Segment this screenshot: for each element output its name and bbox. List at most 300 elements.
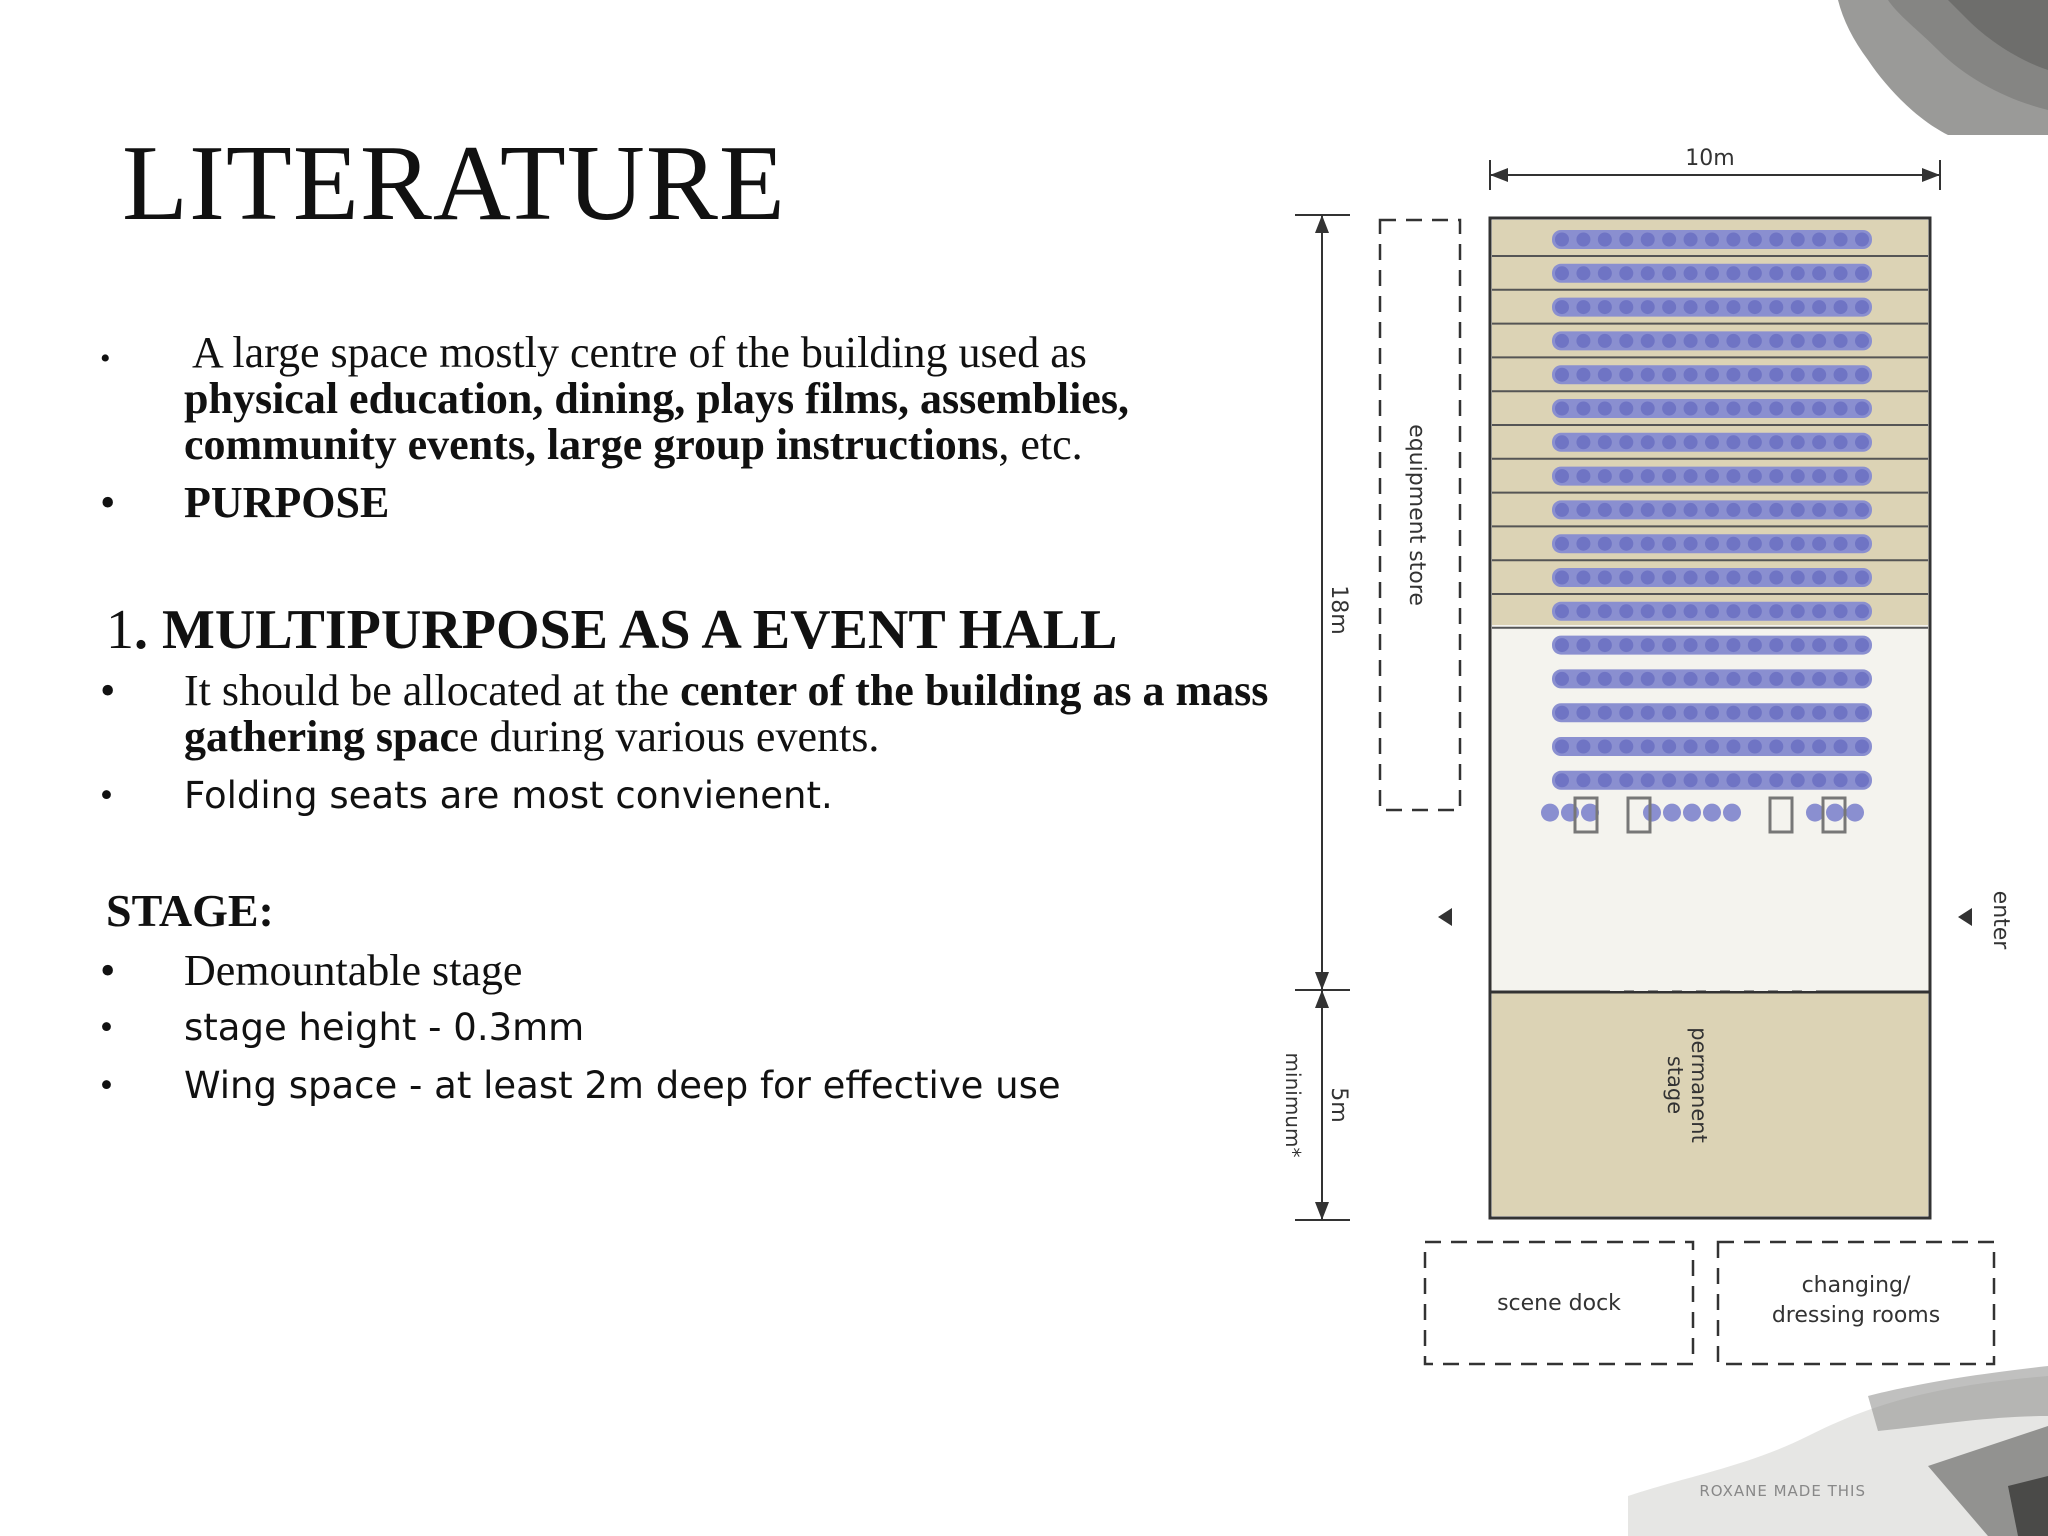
seat: [1769, 638, 1783, 652]
seat: [1855, 266, 1869, 280]
seat: [1576, 672, 1590, 686]
seat: [1748, 503, 1762, 517]
seat: [1834, 266, 1848, 280]
seat: [1769, 435, 1783, 449]
stage-bullet-3-text: Wing space - at least 2m deep for effective use: [184, 1064, 1061, 1107]
seat: [1662, 402, 1676, 416]
seat: [1576, 368, 1590, 382]
seat: [1791, 638, 1805, 652]
seat: [1576, 402, 1590, 416]
seat: [1662, 706, 1676, 720]
seat: [1684, 266, 1698, 280]
seat: [1834, 300, 1848, 314]
section-bullet-1-tail: e during various events.: [459, 712, 880, 761]
seat: [1769, 469, 1783, 483]
seat: [1598, 706, 1612, 720]
seat: [1598, 233, 1612, 247]
seat: [1791, 300, 1805, 314]
seat: [1541, 804, 1559, 822]
seat: [1576, 571, 1590, 585]
seat: [1619, 571, 1633, 585]
seat: [1855, 435, 1869, 449]
seat: [1726, 672, 1740, 686]
watermark: ROXANE MADE THIS: [1699, 1482, 1866, 1500]
seat: [1576, 300, 1590, 314]
seat: [1555, 571, 1569, 585]
seat: [1619, 334, 1633, 348]
stage-depth-label: 5m: [1326, 1087, 1351, 1123]
seat: [1619, 672, 1633, 686]
seat: [1726, 740, 1740, 754]
seat: [1641, 638, 1655, 652]
seat: [1812, 503, 1826, 517]
seat: [1855, 571, 1869, 585]
seat: [1748, 368, 1762, 382]
seat: [1855, 300, 1869, 314]
seat: [1748, 266, 1762, 280]
seat: [1769, 266, 1783, 280]
seat: [1791, 773, 1805, 787]
seat: [1598, 368, 1612, 382]
seat: [1769, 604, 1783, 618]
seat: [1834, 334, 1848, 348]
seat: [1726, 266, 1740, 280]
seat: [1576, 233, 1590, 247]
seat: [1555, 334, 1569, 348]
seat: [1748, 334, 1762, 348]
seat: [1598, 435, 1612, 449]
seat: [1769, 740, 1783, 754]
seat: [1834, 537, 1848, 551]
seat: [1662, 571, 1676, 585]
seat: [1684, 740, 1698, 754]
seat: [1555, 469, 1569, 483]
seat: [1555, 368, 1569, 382]
seat: [1598, 300, 1612, 314]
seat: [1684, 537, 1698, 551]
seat: [1684, 469, 1698, 483]
seat: [1748, 233, 1762, 247]
seat: [1791, 740, 1805, 754]
seat: [1769, 537, 1783, 551]
seat: [1662, 638, 1676, 652]
seat: [1726, 300, 1740, 314]
seat: [1705, 638, 1719, 652]
seat: [1726, 402, 1740, 416]
seat: [1555, 266, 1569, 280]
section-heading: [106, 598, 1117, 662]
seat: [1576, 773, 1590, 787]
seat: [1855, 469, 1869, 483]
seat: [1834, 672, 1848, 686]
seat: [1812, 604, 1826, 618]
seat: [1748, 604, 1762, 618]
seat: [1598, 740, 1612, 754]
hall-floor-plan: [1260, 130, 2020, 1380]
seat: [1791, 402, 1805, 416]
seat: [1748, 638, 1762, 652]
seat: [1684, 571, 1698, 585]
seat: [1619, 604, 1633, 618]
seat: [1641, 469, 1655, 483]
section-bullet-1-bold: center of the building as a mass gathering spac: [184, 666, 1269, 761]
seat: [1619, 503, 1633, 517]
seat: [1705, 537, 1719, 551]
seat: [1619, 435, 1633, 449]
seat: [1812, 773, 1826, 787]
seat: [1855, 368, 1869, 382]
seat: [1576, 334, 1590, 348]
seat: [1641, 537, 1655, 551]
seat: [1812, 740, 1826, 754]
stage-bullet-2-text: stage height - 0.3mm: [184, 1006, 585, 1049]
seat: [1555, 706, 1569, 720]
seat: [1641, 266, 1655, 280]
seat: [1834, 604, 1848, 618]
seat: [1598, 537, 1612, 551]
seat: [1726, 638, 1740, 652]
bullet-dot: •: [100, 342, 111, 375]
seat: [1791, 233, 1805, 247]
seat: [1662, 503, 1676, 517]
seat: [1769, 571, 1783, 585]
seat: [1576, 266, 1590, 280]
seat: [1684, 402, 1698, 416]
seat: [1726, 334, 1740, 348]
seat: [1663, 804, 1681, 822]
seat: [1855, 537, 1869, 551]
seat: [1555, 503, 1569, 517]
seat: [1684, 233, 1698, 247]
seat: [1641, 402, 1655, 416]
seat: [1705, 334, 1719, 348]
seat: [1641, 740, 1655, 754]
seat: [1826, 804, 1844, 822]
seat: [1555, 773, 1569, 787]
seat: [1748, 469, 1762, 483]
seat: [1748, 773, 1762, 787]
seat: [1641, 334, 1655, 348]
seat: [1662, 469, 1676, 483]
seat: [1855, 402, 1869, 416]
seat: [1834, 435, 1848, 449]
seat: [1791, 571, 1805, 585]
seat: [1684, 672, 1698, 686]
seat: [1643, 804, 1661, 822]
seat: [1684, 706, 1698, 720]
seat: [1769, 368, 1783, 382]
seat: [1619, 300, 1633, 314]
seat: [1598, 638, 1612, 652]
seat: [1598, 604, 1612, 618]
seat: [1662, 773, 1676, 787]
stage-label-1: permanent: [1687, 1027, 1711, 1143]
enter-label: enter: [1988, 890, 2013, 950]
seat: [1812, 233, 1826, 247]
seat: [1855, 706, 1869, 720]
changing-label-1: changing/: [1801, 1273, 1911, 1298]
seat: [1812, 300, 1826, 314]
seat: [1576, 435, 1590, 449]
seat: [1555, 402, 1569, 416]
seat: [1834, 773, 1848, 787]
seat: [1662, 604, 1676, 618]
seat: [1726, 537, 1740, 551]
seat: [1705, 571, 1719, 585]
seat: [1684, 368, 1698, 382]
seat: [1769, 672, 1783, 686]
slide-title: LITERATURE: [122, 124, 786, 243]
seat: [1576, 469, 1590, 483]
enter-arrow-right: [1958, 908, 1972, 926]
seat: [1791, 469, 1805, 483]
stage-bullet-1-text: Demountable stage: [184, 946, 523, 995]
seat: [1769, 233, 1783, 247]
seat: [1791, 503, 1805, 517]
seat: [1726, 571, 1740, 585]
seat: [1834, 571, 1848, 585]
seat: [1705, 740, 1719, 754]
seat: [1769, 706, 1783, 720]
seat: [1705, 368, 1719, 382]
section-number: 1: [106, 599, 134, 661]
seat: [1705, 706, 1719, 720]
seat: [1726, 233, 1740, 247]
seat: [1598, 773, 1612, 787]
seat: [1748, 435, 1762, 449]
seat: [1641, 571, 1655, 585]
seat: [1662, 537, 1676, 551]
seat: [1662, 368, 1676, 382]
seat: [1555, 740, 1569, 754]
seat: [1662, 233, 1676, 247]
purpose-label: PURPOSE: [184, 478, 390, 527]
seat: [1855, 503, 1869, 517]
seat: [1662, 266, 1676, 280]
seat: [1726, 706, 1740, 720]
seat: [1555, 435, 1569, 449]
seat: [1791, 334, 1805, 348]
seat: [1705, 435, 1719, 449]
seat: [1555, 300, 1569, 314]
bullet-dot: •: [100, 1007, 113, 1048]
seat: [1576, 503, 1590, 517]
section-bullet-2-text: Folding seats are most convienent.: [184, 774, 833, 817]
corner-texture-bottom: [1628, 1356, 2048, 1536]
seat: [1555, 638, 1569, 652]
seat: [1812, 672, 1826, 686]
seat: [1641, 604, 1655, 618]
seat: [1705, 233, 1719, 247]
seat: [1705, 469, 1719, 483]
seat: [1619, 402, 1633, 416]
seat: [1834, 469, 1848, 483]
seat: [1769, 773, 1783, 787]
seat: [1705, 672, 1719, 686]
seat: [1705, 266, 1719, 280]
seat: [1748, 571, 1762, 585]
intro-bold: physical education, dining, plays films, assemblies, community events, large group instructions: [184, 374, 1129, 469]
seat: [1705, 402, 1719, 416]
seat: [1791, 266, 1805, 280]
seat: [1726, 469, 1740, 483]
seat: [1791, 435, 1805, 449]
seat: [1812, 537, 1826, 551]
seat: [1598, 334, 1612, 348]
seat: [1683, 804, 1701, 822]
seat: [1748, 402, 1762, 416]
length-label: 18m: [1326, 585, 1351, 635]
seat: [1598, 672, 1612, 686]
seat: [1684, 773, 1698, 787]
seat: [1812, 571, 1826, 585]
seat: [1598, 266, 1612, 280]
seat: [1619, 368, 1633, 382]
seat: [1834, 638, 1848, 652]
seat: [1855, 604, 1869, 618]
seat: [1806, 804, 1824, 822]
seat: [1855, 233, 1869, 247]
seat: [1812, 638, 1826, 652]
seat: [1555, 672, 1569, 686]
seat: [1834, 503, 1848, 517]
seat: [1703, 804, 1721, 822]
seat: [1619, 773, 1633, 787]
bullet-dot: •: [100, 1065, 113, 1106]
seat: [1855, 740, 1869, 754]
seat: [1684, 435, 1698, 449]
seat: [1619, 266, 1633, 280]
seat: [1791, 537, 1805, 551]
seat: [1619, 638, 1633, 652]
seat: [1812, 266, 1826, 280]
seat: [1598, 469, 1612, 483]
seat: [1748, 706, 1762, 720]
seat: [1662, 300, 1676, 314]
seat: [1705, 300, 1719, 314]
seat: [1855, 334, 1869, 348]
seat: [1598, 571, 1612, 585]
seat: [1684, 604, 1698, 618]
seat: [1726, 503, 1740, 517]
seat: [1846, 804, 1864, 822]
seat: [1619, 537, 1633, 551]
seat: [1705, 773, 1719, 787]
seat: [1769, 334, 1783, 348]
intro-bullet-item: [100, 330, 1280, 470]
seat: [1619, 233, 1633, 247]
seat: [1555, 233, 1569, 247]
stage-heading: STAGE:: [106, 885, 274, 936]
seat: [1555, 604, 1569, 618]
seat: [1769, 300, 1783, 314]
seat: [1641, 503, 1655, 517]
changing-label-2: dressing rooms: [1771, 1303, 1941, 1328]
seat: [1662, 435, 1676, 449]
seat: [1726, 368, 1740, 382]
section-heading-text: . MULTIPURPOSE AS A EVENT HALL: [134, 599, 1118, 661]
seat: [1641, 435, 1655, 449]
seat: [1834, 706, 1848, 720]
seat: [1812, 469, 1826, 483]
seat: [1662, 334, 1676, 348]
seat: [1705, 604, 1719, 618]
intro-text: [184, 330, 1314, 468]
seat: [1812, 368, 1826, 382]
seat: [1641, 706, 1655, 720]
seat: [1855, 638, 1869, 652]
seat: [1598, 402, 1612, 416]
seat: [1726, 604, 1740, 618]
seat: [1641, 672, 1655, 686]
seat: [1598, 503, 1612, 517]
seat: [1641, 368, 1655, 382]
seat: [1834, 368, 1848, 382]
section-bullet-1-lead: It should be allocated at the: [184, 666, 681, 715]
seat: [1791, 672, 1805, 686]
seat: [1791, 604, 1805, 618]
bullet-dot: •: [100, 478, 116, 527]
seat: [1855, 672, 1869, 686]
bullet-dot: •: [100, 946, 116, 995]
seat: [1834, 740, 1848, 754]
seat: [1684, 334, 1698, 348]
equipment-store-label: equipment store: [1404, 424, 1429, 606]
bullet-dot: •: [100, 666, 116, 715]
enter-arrow-left: [1438, 908, 1452, 926]
seat: [1576, 706, 1590, 720]
seat: [1812, 334, 1826, 348]
seat: [1576, 537, 1590, 551]
section-bullet-1-text: [184, 668, 1304, 760]
seat: [1855, 773, 1869, 787]
seat: [1834, 402, 1848, 416]
seat: [1812, 435, 1826, 449]
seat: [1723, 804, 1741, 822]
seat: [1641, 300, 1655, 314]
intro-lead: A large space mostly centre of the building used as: [192, 328, 1087, 377]
seat: [1641, 773, 1655, 787]
seat: [1576, 638, 1590, 652]
seat: [1834, 233, 1848, 247]
seat: [1791, 368, 1805, 382]
seat: [1684, 503, 1698, 517]
seat: [1662, 740, 1676, 754]
scene-dock-label: scene dock: [1497, 1291, 1621, 1316]
stage-label-2: stage: [1663, 1055, 1687, 1115]
seat: [1748, 300, 1762, 314]
seat: [1748, 740, 1762, 754]
seat: [1769, 402, 1783, 416]
seat: [1769, 503, 1783, 517]
seat: [1684, 300, 1698, 314]
corner-texture-top: [1798, 0, 2048, 140]
seat: [1748, 672, 1762, 686]
seat: [1684, 638, 1698, 652]
bullet-dot: •: [100, 775, 113, 816]
seat: [1662, 672, 1676, 686]
seat: [1619, 706, 1633, 720]
intro-tail: , etc.: [998, 420, 1083, 469]
width-label: 10m: [1685, 146, 1735, 171]
seat: [1812, 402, 1826, 416]
seat: [1619, 740, 1633, 754]
seat: [1748, 537, 1762, 551]
seat: [1791, 706, 1805, 720]
seat: [1576, 740, 1590, 754]
seat: [1576, 604, 1590, 618]
seat: [1812, 706, 1826, 720]
